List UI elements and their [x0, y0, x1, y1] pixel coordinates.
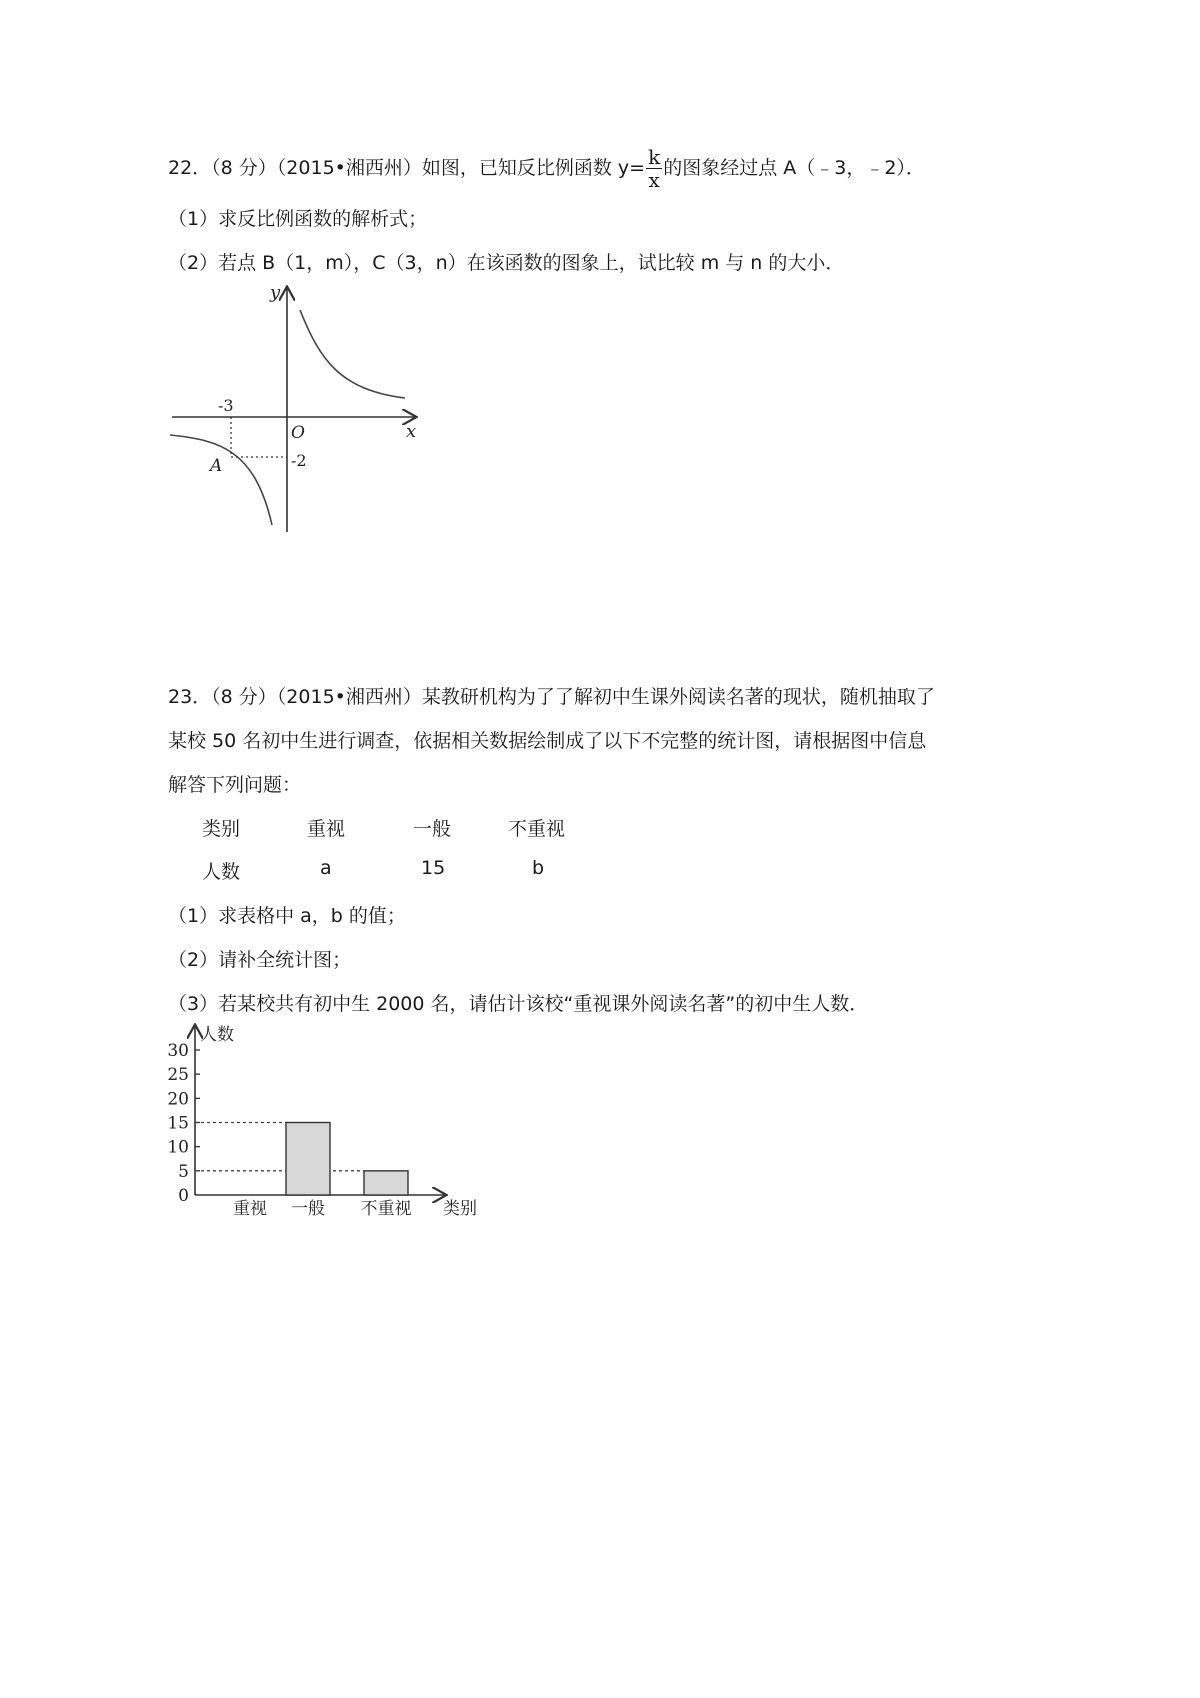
- hyperbola-graph: [160, 280, 430, 540]
- table-header-normal: 一般: [413, 818, 452, 840]
- hyperbola-branch-q3: [170, 435, 272, 525]
- y-tick-label-5: 5: [178, 1161, 189, 1182]
- table-header-not-important: 不重视: [508, 818, 566, 840]
- q23-part2: （2）请补全统计图；: [168, 949, 352, 971]
- q23-line2: 某校 50 名初中生进行调查，依据相关数据绘制成了以下不完整的统计图，请根据图中信息: [168, 730, 927, 752]
- bar-2: [364, 1171, 408, 1195]
- category-label-1: 一般: [291, 1199, 325, 1219]
- q22-part2: （2）若点 B（1，m），C（3，n）在该函数的图象上，试比较 m 与 n 的大小．: [168, 252, 845, 274]
- q22-heading: [168, 146, 925, 191]
- y-tick-label-25: 25: [167, 1065, 189, 1086]
- table-row-label: 人数: [202, 861, 241, 883]
- k-over-x-fraction: [646, 146, 662, 191]
- table-cell-a: a: [320, 857, 332, 879]
- q22-part1: （1）求反比例函数的解析式；: [168, 208, 428, 230]
- q23-line1: 23．（8 分）（2015•湘西州）某教研机构为了了解初中生课外阅读名著的现状，随机抽取了: [168, 686, 935, 708]
- q22-heading-prefix: 22．（8 分）（2015•湘西州）如图，已知反比例函数 y=: [168, 157, 646, 179]
- category-label-2: 不重视: [360, 1199, 412, 1219]
- point-a-label: A: [210, 456, 223, 476]
- y-tick-label-30: 30: [167, 1041, 189, 1061]
- y-tick-label-0: 0: [178, 1186, 189, 1206]
- chart-y-axis-label: 人数: [200, 1025, 234, 1045]
- y-tick-label-15: 15: [167, 1113, 189, 1134]
- origin-label: O: [291, 423, 305, 443]
- q23-part3: （3）若某校共有初中生 2000 名，请估计该校“重视课外阅读名著”的初中生人数．: [168, 993, 869, 1015]
- y-tick-label-20: 20: [167, 1089, 189, 1110]
- table-header-important: 重视: [307, 818, 346, 840]
- category-label-0: 重视: [233, 1199, 267, 1219]
- fraction-numerator: k: [648, 145, 661, 169]
- q22-heading-suffix: 的图象经过点 A（﹣3，﹣2）．: [663, 157, 925, 179]
- q23-part1: （1）求表格中 a，b 的值；: [168, 905, 406, 927]
- bar-1: [286, 1123, 330, 1196]
- table-header-category: 类别: [202, 818, 241, 840]
- hyperbola-branch-q1: [300, 310, 405, 398]
- fraction-denominator: x: [648, 168, 660, 192]
- table-cell-b: b: [532, 857, 545, 879]
- y-axis-label: y: [270, 282, 281, 303]
- x-axis-label: x: [406, 421, 417, 442]
- bar-chart: [160, 1020, 500, 1230]
- table-cell-15: 15: [421, 857, 446, 879]
- chart-x-axis-label: 类别: [443, 1199, 477, 1219]
- y-tick-label-10: 10: [167, 1137, 189, 1158]
- q23-line3: 解答下列问题：: [168, 774, 302, 796]
- y-tick-minus-2: -2: [291, 451, 307, 470]
- x-tick-minus-3: -3: [218, 396, 234, 415]
